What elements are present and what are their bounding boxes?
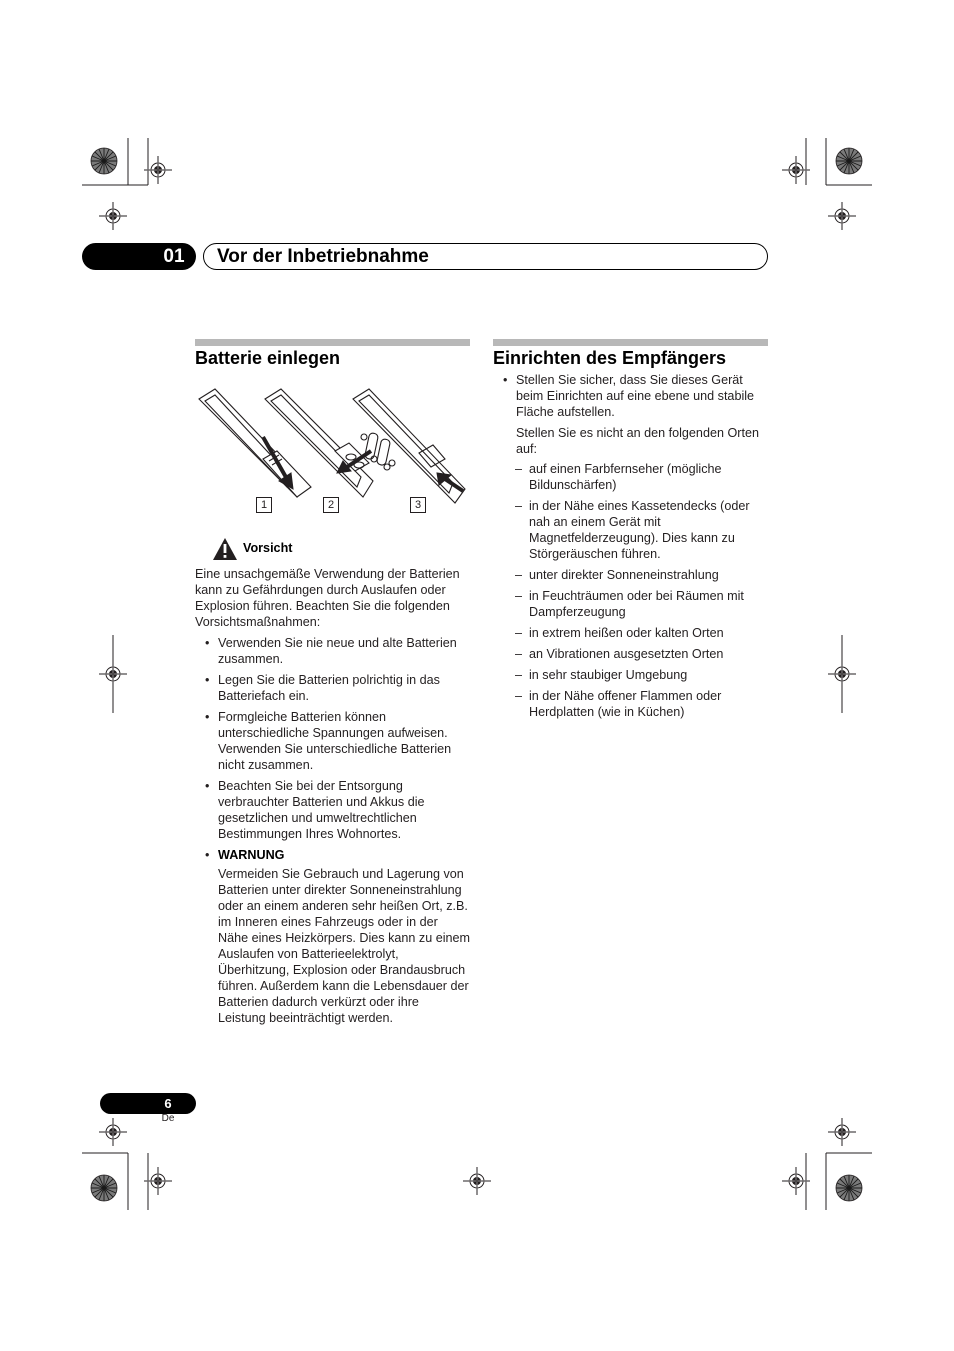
section-heading-battery: Batterie einlegen — [195, 348, 341, 368]
list-item: – in der Nähe eines Kassetendecks (oder nah an einem Gerät mit Magnetfelderzeugung). Dies kann zu Störgeräuschen führen. — [529, 498, 769, 562]
page-number: 6 — [164, 1096, 172, 1111]
section-divider-left — [195, 339, 470, 346]
warning-item — [218, 847, 470, 1026]
step-label-3: 3 — [410, 497, 426, 513]
warning-label: • WARNUNG — [218, 848, 285, 862]
caution-intro: Eine unsachgemäße Verwendung der Batterien kann zu Gefährdungen durch Auslaufen oder Explosion führen. Beachten Sie die folgenden Vorsichtsmaßnahmen: — [195, 567, 460, 629]
chapter-number: 01 — [163, 246, 185, 267]
chapter-title: Vor der Inbetriebnahme — [217, 246, 429, 267]
list-item: – in Feuchträumen oder bei Räumen mit Dampferzeugung — [529, 588, 769, 620]
list-item: • Beachten Sie bei der Entsorgung verbrauchter Batterien und Akkus die gesetzlichen und umweltrechtlichen Bestimmungen Ihres Wohnortes. — [218, 778, 470, 842]
list-item: – an Vibrationen ausgesetzten Orten — [529, 646, 769, 662]
list-item: • Stellen Sie sicher, dass Sie dieses Gerät beim Einrichten auf eine ebene und stabile Fläche aufstellen. — [516, 372, 768, 420]
list-item: – in sehr staubiger Umgebung — [529, 667, 769, 683]
list-item: • Legen Sie die Batterien polrichtig in das Batteriefach ein. — [218, 672, 470, 704]
list-item: • Formgleiche Batterien können unterschiedliche Spannungen aufweisen. Verwenden Sie unterschiedliche Batterien nicht zusammen. — [218, 709, 470, 773]
list-item: – auf einen Farbfernseher (mögliche Bildunschärfen) — [529, 461, 769, 493]
battery-installation-illustration — [193, 385, 473, 515]
caution-list — [218, 635, 470, 1031]
warning-text: Vermeiden Sie Gebrauch und Lagerung von Batterien unter direkter Sonneneinstrahlung oder an einem anderen sehr heißen Ort, z.B. im Inneren eines Fahrzeugs oder in der Nähe eines Heizkörpers. Dies kann zu einem Auslaufen von Batterieelektrolyt, Überhitzung, Explosion oder Brandausbruch führen. Außerdem kann die Lebensdauer der Batterien dadurch verkürzt oder ihre Leistung beeinträchtigt werden. — [218, 867, 470, 1025]
setup-sub-intro: Stellen Sie es nicht an den folgenden Orten auf: — [516, 426, 759, 456]
step-label-1: 1 — [256, 497, 272, 513]
list-item: • Verwenden Sie nie neue und alte Batterien zusammen. — [218, 635, 470, 667]
warning-triangle-icon — [212, 537, 238, 561]
section-divider-right — [493, 339, 768, 346]
caution-label: Vorsicht — [243, 541, 293, 555]
language-code: De — [161, 1113, 175, 1124]
list-item: – unter direkter Sonneneinstrahlung — [529, 567, 769, 583]
location-list — [529, 461, 769, 725]
list-item: – in extrem heißen oder kalten Orten — [529, 625, 769, 641]
setup-bullet-list — [516, 372, 768, 425]
list-item: – in der Nähe offener Flammen oder Herdplatten (wie in Küchen) — [529, 688, 769, 720]
section-heading-setup: Einrichten des Empfängers — [493, 348, 727, 368]
step-label-2: 2 — [323, 497, 339, 513]
